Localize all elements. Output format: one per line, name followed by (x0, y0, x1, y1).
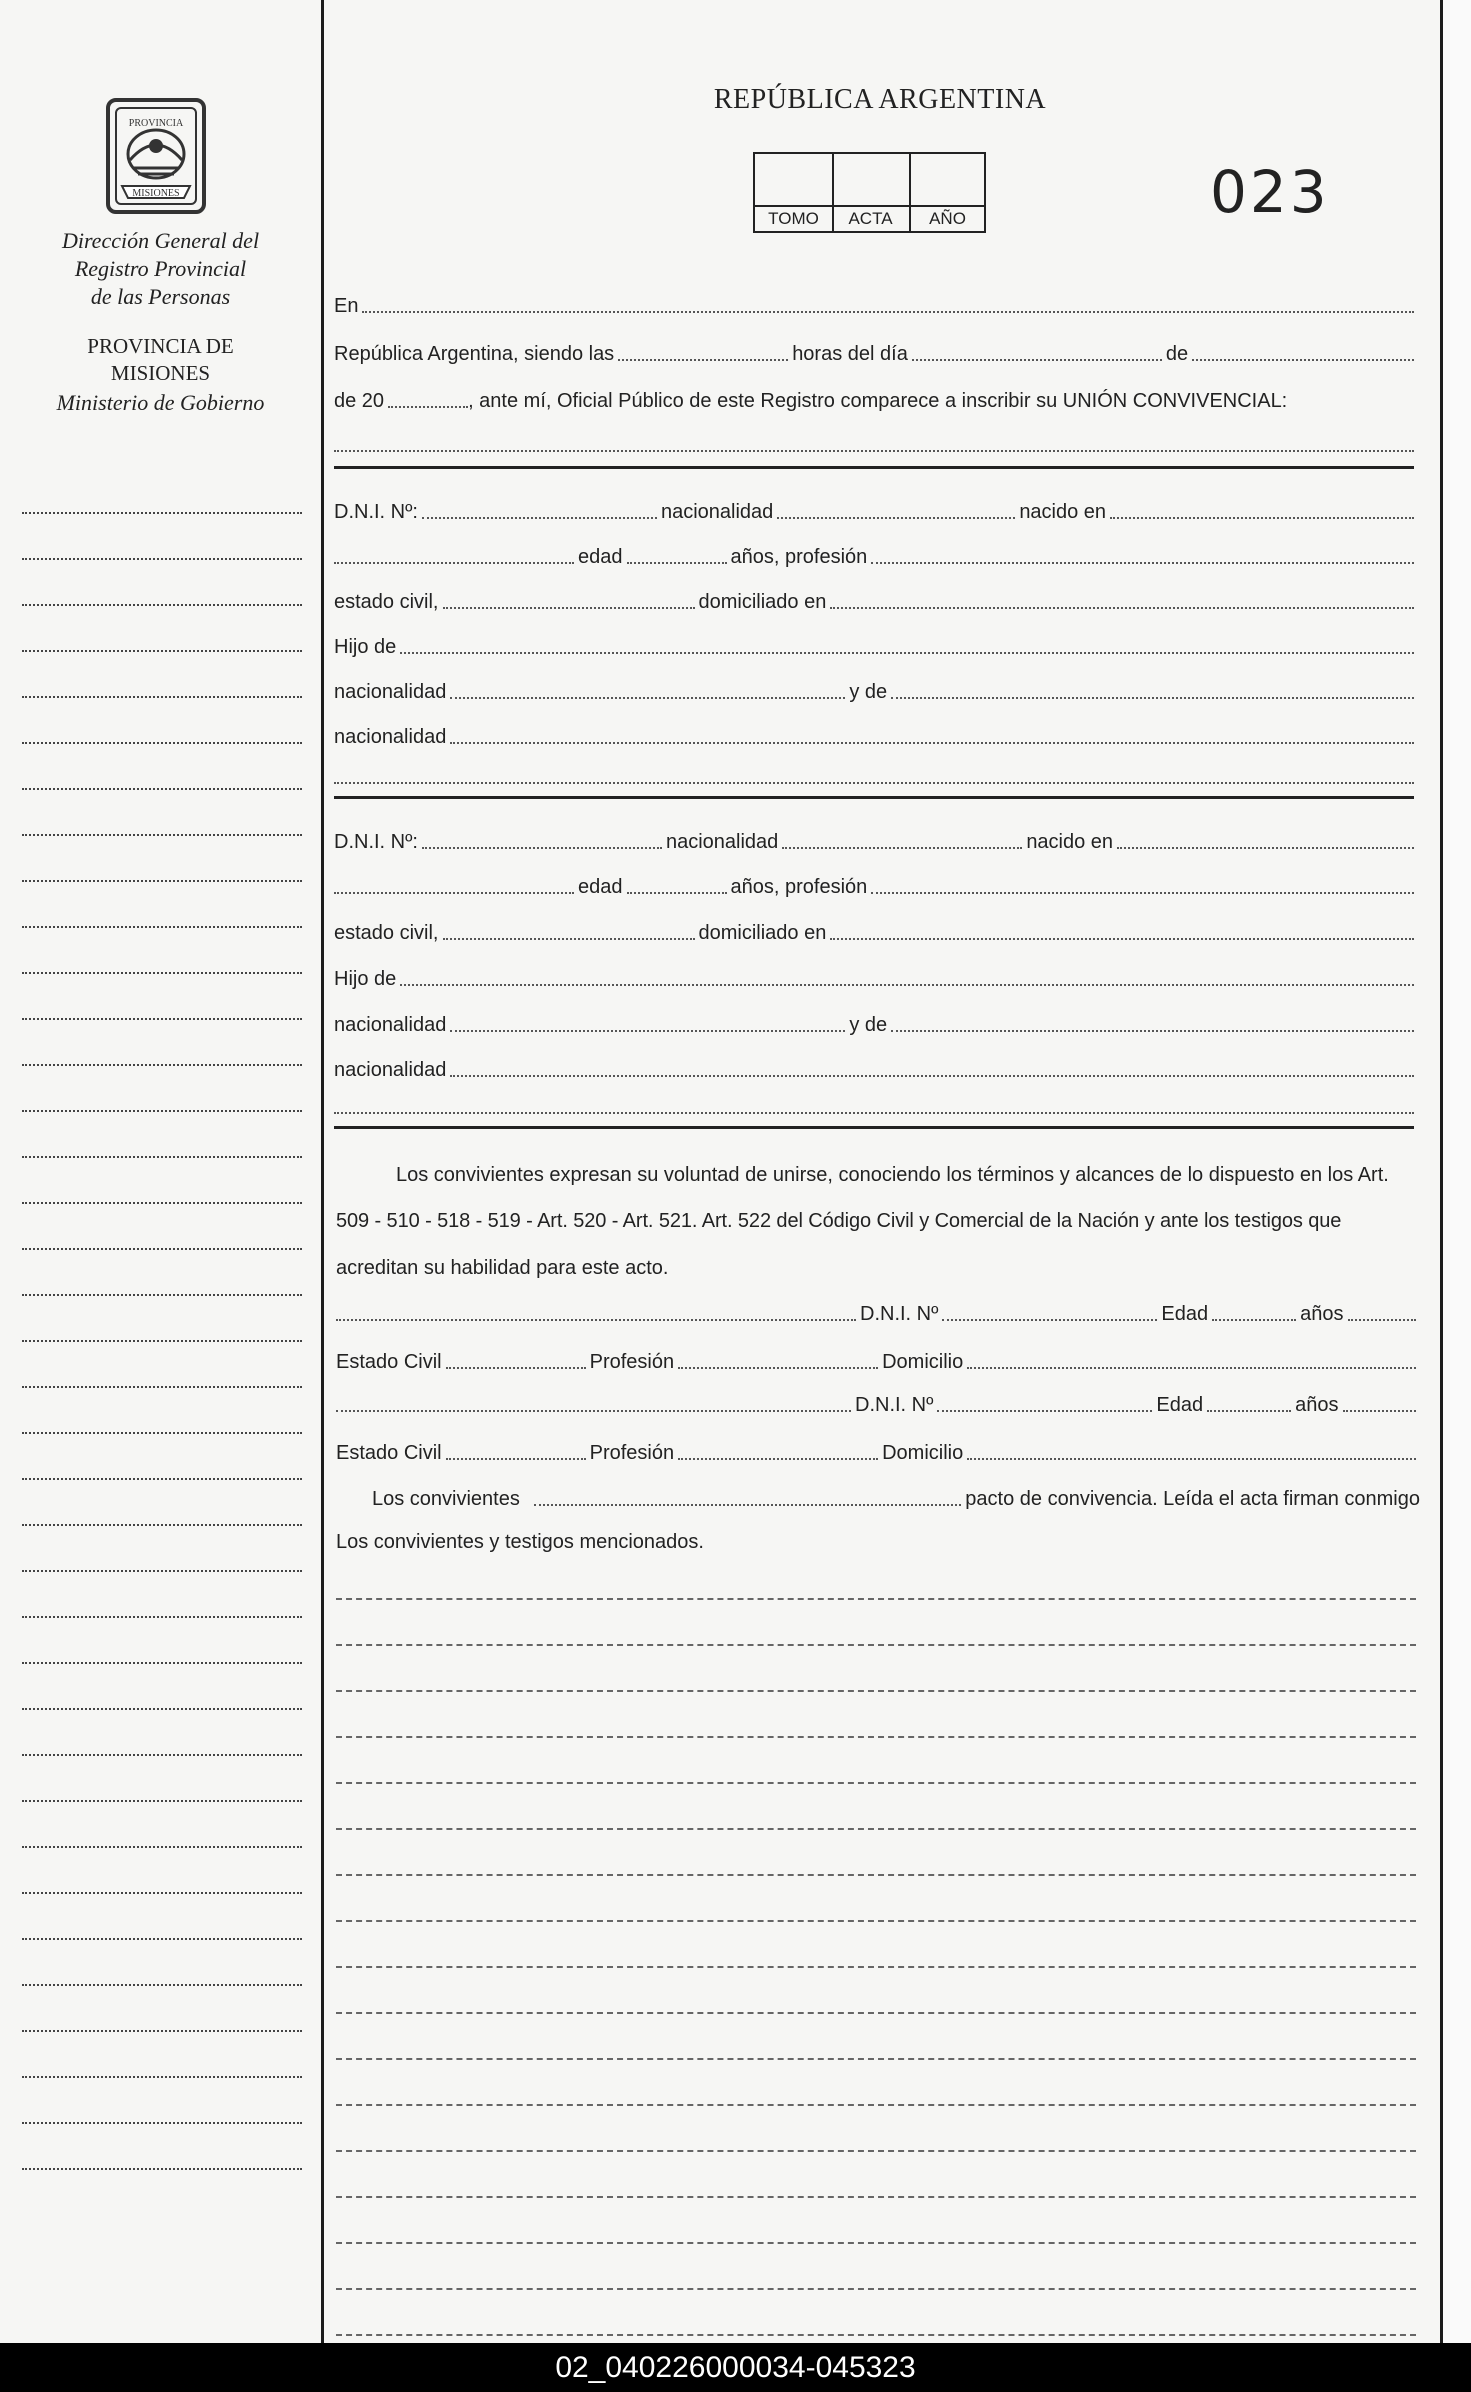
label-w-anos: años (1295, 1394, 1339, 1416)
acta-label: ACTA (832, 205, 909, 231)
w1-row-dni (336, 1296, 1416, 1326)
p2-field-estado-civil[interactable] (443, 938, 695, 940)
scan-id: 02_040226000034-045323 (555, 2351, 916, 2384)
label-nacionalidad: nacionalidad (334, 681, 447, 703)
label-estado-civil: estado civil, (334, 922, 439, 944)
margin-line[interactable] (22, 1800, 302, 1802)
ano-cell[interactable] (909, 154, 986, 231)
p2-field-edad[interactable] (627, 892, 727, 894)
p1-row-nac-padre (334, 674, 1414, 704)
signature-line[interactable] (336, 1966, 1416, 1968)
w2-field-profesion[interactable] (678, 1458, 878, 1460)
label-anos-profesion: años, profesión (730, 546, 868, 568)
margin-line[interactable] (22, 558, 302, 560)
w1-field-dni[interactable] (942, 1319, 1157, 1321)
w2-field-domicilio[interactable] (967, 1458, 1416, 1460)
office-name-line2: Registro Provincial (74, 256, 247, 281)
margin-line[interactable] (22, 2076, 302, 2078)
label-edad: edad (578, 876, 623, 898)
seal-text-bottom: MISIONES (132, 188, 180, 199)
p2-row-hijo (334, 961, 1414, 991)
margin-line[interactable] (22, 1248, 302, 1250)
margin-line[interactable] (22, 512, 302, 514)
office-name-line1: Dirección General del (61, 228, 260, 253)
margin-line[interactable] (22, 788, 302, 790)
p2-row-dni (334, 824, 1414, 854)
field-dia[interactable] (912, 359, 1162, 361)
signature-line[interactable] (336, 1828, 1416, 1830)
label-horas-del-dia: horas del día (792, 343, 908, 365)
signature-line[interactable] (336, 2150, 1416, 2152)
margin-line[interactable] (22, 1570, 302, 1572)
w2-field-estado[interactable] (446, 1458, 586, 1460)
p1-row-edad (334, 539, 1414, 569)
seal-text-top: PROVINCIA (128, 118, 184, 129)
label-w-estado-civil: Estado Civil (336, 1351, 442, 1373)
label-nacionalidad: nacionalidad (334, 1059, 447, 1081)
margin-line[interactable] (22, 1892, 302, 1894)
margin-line[interactable] (22, 972, 302, 974)
p1-field-nacionalidad[interactable] (777, 517, 1015, 519)
w1-field-domicilio[interactable] (967, 1367, 1416, 1369)
label-anos-profesion: años, profesión (730, 876, 868, 898)
w2-row-dni (336, 1387, 1416, 1417)
signature-line[interactable] (336, 2288, 1416, 2290)
p1-field-nac-madre[interactable] (450, 742, 1414, 744)
label-w-anos: años (1300, 1303, 1344, 1325)
signature-line[interactable] (336, 2196, 1416, 2198)
margin-line[interactable] (22, 2122, 302, 2124)
tomo-acta-ano-table (753, 152, 986, 233)
margin-line[interactable] (22, 1662, 302, 1664)
column-divider (321, 0, 324, 2343)
p1-field-hijo-de[interactable] (400, 652, 1414, 654)
signature-line[interactable] (336, 1598, 1416, 1600)
signature-line[interactable] (336, 1690, 1416, 1692)
field-pacto[interactable] (534, 1504, 961, 1506)
p2-field-nac-padre[interactable] (450, 1030, 845, 1032)
label-edad: edad (578, 546, 623, 568)
margin-line[interactable] (22, 1478, 302, 1480)
margin-line[interactable] (22, 1156, 302, 1158)
label-estado-civil: estado civil, (334, 591, 439, 613)
p1-field-nacido-en[interactable] (1110, 517, 1414, 519)
declaration-line1: Los convivientes expresan su voluntad de unirse, conociendo los términos y alcances de lo dispuesto en los Art. (396, 1164, 1389, 1186)
field-en[interactable] (362, 311, 1414, 313)
label-en: En (334, 295, 359, 317)
label-w-estado-civil: Estado Civil (336, 1442, 442, 1464)
margin-line[interactable] (22, 1524, 302, 1526)
label-nacionalidad: nacionalidad (334, 1014, 447, 1036)
margin-line[interactable] (22, 1294, 302, 1296)
field-horas[interactable] (618, 359, 788, 361)
signature-line[interactable] (336, 2104, 1416, 2106)
p2-field-dni[interactable] (422, 847, 662, 849)
p1-field-dni[interactable] (422, 517, 657, 519)
p2-field-hijo-de[interactable] (400, 984, 1414, 986)
province-line2: MISIONES (110, 361, 211, 385)
office-name-line3: de las Personas (90, 284, 231, 309)
w2-field-dni[interactable] (937, 1410, 1152, 1412)
p1-field-domicilio[interactable] (830, 607, 1414, 609)
p1-row-estado (334, 584, 1414, 614)
ano-label: AÑO (909, 205, 986, 231)
row-ano (334, 383, 1414, 413)
tomo-label: TOMO (755, 205, 832, 231)
margin-line[interactable] (22, 926, 302, 928)
w1-field-edad[interactable] (1212, 1319, 1296, 1321)
label-nacido-en: nacido en (1019, 501, 1107, 523)
margin-line[interactable] (22, 650, 302, 652)
folio-number: 023 (1210, 158, 1330, 226)
section-separator (334, 796, 1414, 799)
margin-line[interactable] (22, 1938, 302, 1940)
margin-line[interactable] (22, 1064, 302, 1066)
blank-line[interactable] (334, 450, 1414, 452)
closing-line2: Los convivientes y testigos mencionados. (336, 1531, 704, 1553)
margin-line[interactable] (22, 1846, 302, 1848)
p1-row-nac-madre (334, 719, 1414, 749)
label-los-convivientes: Los convivientes (372, 1488, 520, 1510)
label-y-de: y de (849, 1014, 888, 1036)
signature-line[interactable] (336, 2012, 1416, 2014)
signature-line[interactable] (336, 1920, 1416, 1922)
p2-field-nacionalidad[interactable] (782, 847, 1022, 849)
label-hijo-de: Hijo de (334, 968, 397, 990)
p1-field-nac-padre[interactable] (450, 697, 845, 699)
label-w-domicilio: Domicilio (882, 1351, 964, 1373)
declaration-line2: 509 - 510 - 518 - 519 - Art. 520 - Art. 521. Art. 522 del Código Civil y Comercial de la Nación y ante los testigos que (336, 1210, 1342, 1232)
label-w-profesion: Profesión (589, 1351, 675, 1373)
margin-line[interactable] (22, 2030, 302, 2032)
p1-row-dni (334, 494, 1414, 524)
p2-field-nac-madre[interactable] (450, 1075, 1414, 1077)
p1-field-profesion[interactable] (871, 562, 1414, 564)
margin-line[interactable] (22, 1616, 302, 1618)
p2-field-domicilio[interactable] (830, 938, 1414, 940)
section-separator (334, 1126, 1414, 1129)
row-en (334, 288, 1414, 318)
declaration-line3: acreditan su habilidad para este acto. (336, 1257, 669, 1279)
margin-line[interactable] (22, 1202, 302, 1204)
label-w-edad: Edad (1161, 1303, 1209, 1325)
label-y-de: y de (849, 681, 888, 703)
country-title: REPÚBLICA ARGENTINA (713, 84, 1047, 115)
label-w-edad: Edad (1156, 1394, 1204, 1416)
w1-field-profesion[interactable] (678, 1367, 878, 1369)
label-ante-mi: , ante mí, Oficial Público de este Registro comparece a inscribir su UNIÓN CONVIVENCIAL: (468, 390, 1288, 412)
margin-line[interactable] (22, 2168, 302, 2170)
margin-line[interactable] (22, 1110, 302, 1112)
margin-line[interactable] (22, 1708, 302, 1710)
label-w-dni: D.N.I. Nº (860, 1303, 939, 1325)
p2-field-profesion[interactable] (871, 892, 1414, 894)
signature-line[interactable] (336, 2058, 1416, 2060)
label-domiciliado-en: domiciliado en (698, 922, 827, 944)
label-dni: D.N.I. Nº: (334, 501, 418, 523)
p1-field-estado-civil[interactable] (443, 607, 695, 609)
blank-line[interactable] (334, 782, 1414, 784)
signature-line[interactable] (336, 1736, 1416, 1738)
margin-line[interactable] (22, 1432, 302, 1434)
w1-field-end[interactable] (1348, 1319, 1416, 1321)
label-nacionalidad: nacionalidad (665, 831, 779, 853)
label-rep-siendo: República Argentina, siendo las (334, 343, 615, 365)
margin-line[interactable] (22, 604, 302, 606)
p2-row-edad (334, 869, 1414, 899)
p1-field-edad[interactable] (627, 562, 727, 564)
margin-line[interactable] (22, 1018, 302, 1020)
w1-field-estado[interactable] (446, 1367, 586, 1369)
p2-field-fecha[interactable] (334, 892, 574, 894)
p1-field-madre[interactable] (891, 697, 1414, 699)
w2-row-estado (336, 1435, 1416, 1465)
margin-line[interactable] (22, 1984, 302, 1986)
label-dni: D.N.I. Nº: (334, 831, 418, 853)
w2-field-nombre[interactable] (336, 1410, 851, 1412)
margin-line[interactable] (22, 834, 302, 836)
field-mes[interactable] (1192, 359, 1414, 361)
label-hijo-de: Hijo de (334, 636, 397, 658)
signature-line[interactable] (336, 2242, 1416, 2244)
label-pacto: pacto de convivencia. Leída el acta firman conmigo (965, 1488, 1420, 1510)
label-de-20: de 20 (334, 390, 385, 412)
label-de: de (1165, 343, 1189, 365)
p2-row-nac-padre (334, 1007, 1414, 1037)
p2-field-nacido-en[interactable] (1117, 847, 1414, 849)
w2-field-end[interactable] (1343, 1410, 1416, 1412)
ministry-name: Ministerio de Gobierno (56, 390, 265, 415)
label-w-dni: D.N.I. Nº (855, 1394, 934, 1416)
p2-row-nac-madre (334, 1052, 1414, 1082)
margin-line[interactable] (22, 1340, 302, 1342)
label-nacionalidad: nacionalidad (660, 501, 774, 523)
signature-line[interactable] (336, 1644, 1416, 1646)
label-w-profesion: Profesión (589, 1442, 675, 1464)
row-siendo (334, 336, 1414, 366)
p1-row-hijo (334, 629, 1414, 659)
margin-line[interactable] (22, 742, 302, 744)
blank-line[interactable] (334, 1112, 1414, 1114)
w1-row-estado (336, 1344, 1416, 1374)
tomo-cell[interactable] (755, 154, 834, 231)
signature-line[interactable] (336, 1782, 1416, 1784)
label-w-domicilio: Domicilio (882, 1442, 964, 1464)
margin-line[interactable] (22, 1754, 302, 1756)
label-nacionalidad: nacionalidad (334, 726, 447, 748)
field-ano[interactable] (388, 406, 468, 408)
p2-field-madre[interactable] (891, 1030, 1414, 1032)
w2-field-edad[interactable] (1207, 1410, 1291, 1412)
signature-line[interactable] (336, 2334, 1416, 2336)
margin-line[interactable] (22, 880, 302, 882)
margin-line[interactable] (22, 696, 302, 698)
p1-field-fecha[interactable] (334, 562, 574, 564)
acta-cell[interactable] (832, 154, 911, 231)
provincial-seal-icon (100, 90, 212, 220)
label-nacido-en: nacido en (1026, 831, 1114, 853)
section-separator (334, 466, 1414, 469)
margin-line[interactable] (22, 1386, 302, 1388)
w1-field-nombre[interactable] (336, 1319, 856, 1321)
p2-row-estado (334, 915, 1414, 945)
closing-row (372, 1481, 1424, 1511)
label-domiciliado-en: domiciliado en (698, 591, 827, 613)
province-line1: PROVINCIA DE (87, 334, 234, 358)
signature-line[interactable] (336, 1874, 1416, 1876)
